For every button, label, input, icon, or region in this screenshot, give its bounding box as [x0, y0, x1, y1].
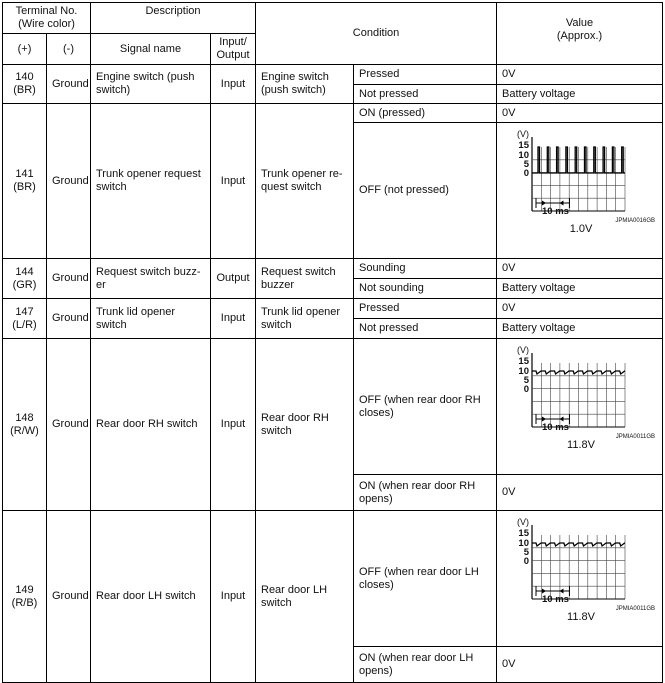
ground-cell: Ground [47, 259, 91, 299]
y-unit-label: (V) [517, 517, 530, 527]
terminal-cell: 140 (BR) [3, 65, 47, 104]
terminal-cell: 141 (BR) [3, 104, 47, 259]
figure-id: JPMIA0011GB [615, 606, 656, 611]
waveform-graph [497, 511, 665, 611]
y-unit-label: (V) [517, 345, 530, 355]
time-arrow-right [542, 201, 546, 206]
value-cell: Battery voltage [497, 279, 663, 299]
table-row [3, 259, 663, 279]
ground-cell: Ground [47, 511, 91, 683]
y-tick-label: 15 [518, 356, 530, 367]
input-output-cell: Output [211, 259, 256, 299]
condition-state-cell: Not pressed [354, 85, 497, 104]
ground-cell: Ground [47, 65, 91, 104]
y-tick-label: 15 [518, 528, 530, 539]
oscilloscope-waveform [497, 123, 665, 236]
ground-cell: Ground [47, 104, 91, 259]
value-cell: 0V [497, 104, 663, 123]
condition-state-cell: Pressed [354, 299, 497, 319]
condition-state-cell: ON (when rear door RH opens) [354, 475, 497, 511]
y-tick-label: 0 [523, 168, 530, 179]
terminal-cell: 147 (L/R) [3, 299, 47, 339]
time-scale-label: 10 ms [542, 206, 569, 217]
y-tick-label: 5 [523, 375, 530, 386]
condition-state-cell: Pressed [354, 65, 497, 85]
table-row [3, 511, 663, 647]
signal-name-cell: Rear door RH switch [91, 339, 211, 511]
condition-state-cell: OFF (when rear door LH closes) [354, 511, 497, 647]
header-signal-name: Signal name [91, 34, 211, 65]
ground-cell: Ground [47, 299, 91, 339]
y-tick-label: 10 [518, 366, 530, 377]
time-arrow-right [542, 589, 546, 594]
condition-state-cell: OFF (not pressed) [354, 123, 497, 259]
signal-name-cell: Request switch buzz-er [91, 259, 211, 299]
input-output-cell: Input [211, 104, 256, 259]
value-cell: 0V [497, 299, 663, 319]
input-output-cell: Input [211, 299, 256, 339]
condition-state-cell: Not sounding [354, 279, 497, 299]
input-output-cell: Input [211, 511, 256, 683]
y-tick-label: 10 [518, 150, 530, 161]
waveform-reading: 11.8V [567, 439, 595, 451]
waveform-reading: 1.0V [569, 223, 593, 235]
value-cell [497, 511, 663, 647]
y-unit-label: (V) [517, 129, 530, 139]
waveform-reading: 11.8V [567, 611, 595, 623]
y-tick-label: 5 [523, 159, 530, 170]
time-scale-label: 10 ms [542, 422, 569, 433]
condition-name-cell: Request switch buzzer [256, 259, 354, 299]
condition-name-cell: Rear door RH switch [256, 339, 354, 511]
condition-name-cell: Trunk opener re-quest switch [256, 104, 354, 259]
terminal-spec-table [2, 2, 663, 683]
value-cell [497, 123, 663, 259]
y-tick-label: 5 [523, 547, 530, 558]
header-input-output: Input/ Output [211, 34, 256, 65]
figure-id: JPMIA0016GB [615, 218, 656, 223]
oscilloscope-waveform [497, 511, 665, 624]
y-tick-label: 15 [518, 140, 530, 151]
table-row [3, 339, 663, 475]
y-tick-label: 0 [523, 556, 530, 567]
y-tick-label: 0 [523, 384, 530, 395]
condition-name-cell: Trunk lid opener switch [256, 299, 354, 339]
value-cell: 0V [497, 647, 663, 683]
value-cell: Battery voltage [497, 319, 663, 339]
signal-name-cell: Engine switch (push switch) [91, 65, 211, 104]
condition-state-cell: ON (pressed) [354, 104, 497, 123]
signal-name-cell: Trunk opener request switch [91, 104, 211, 259]
value-cell: Battery voltage [497, 85, 663, 104]
header-minus: (-) [47, 34, 91, 65]
table-row [3, 299, 663, 319]
condition-state-cell: ON (when rear door LH opens) [354, 647, 497, 683]
oscilloscope-waveform [497, 339, 665, 452]
ground-cell: Ground [47, 339, 91, 511]
condition-state-cell: OFF (when rear door RH closes) [354, 339, 497, 475]
header-description: Description [91, 3, 256, 34]
header-plus: (+) [3, 34, 47, 65]
terminal-cell: 148 (R/W) [3, 339, 47, 511]
figure-id: JPMIA0011GB [615, 434, 656, 439]
condition-name-cell: Rear door LH switch [256, 511, 354, 683]
signal-name-cell: Trunk lid opener switch [91, 299, 211, 339]
input-output-cell: Input [211, 65, 256, 104]
condition-state-cell: Sounding [354, 259, 497, 279]
value-cell: 0V [497, 65, 663, 85]
header-terminal-no: Terminal No. (Wire color) [3, 3, 91, 34]
table-row [3, 65, 663, 85]
time-arrow-right [542, 417, 546, 422]
value-cell: 0V [497, 475, 663, 511]
terminal-cell: 149 (R/B) [3, 511, 47, 683]
condition-state-cell: Not pressed [354, 319, 497, 339]
waveform-graph [497, 339, 665, 439]
header-value: Value (Approx.) [497, 3, 663, 65]
table-row [3, 104, 663, 123]
input-output-cell: Input [211, 339, 256, 511]
signal-name-cell: Rear door LH switch [91, 511, 211, 683]
terminal-cell: 144 (GR) [3, 259, 47, 299]
header-condition: Condition [256, 3, 497, 65]
y-tick-label: 10 [518, 538, 530, 549]
waveform-graph [497, 123, 665, 223]
value-cell [497, 339, 663, 475]
value-cell: 0V [497, 259, 663, 279]
condition-name-cell: Engine switch (push switch) [256, 65, 354, 104]
time-scale-label: 10 ms [542, 594, 569, 605]
